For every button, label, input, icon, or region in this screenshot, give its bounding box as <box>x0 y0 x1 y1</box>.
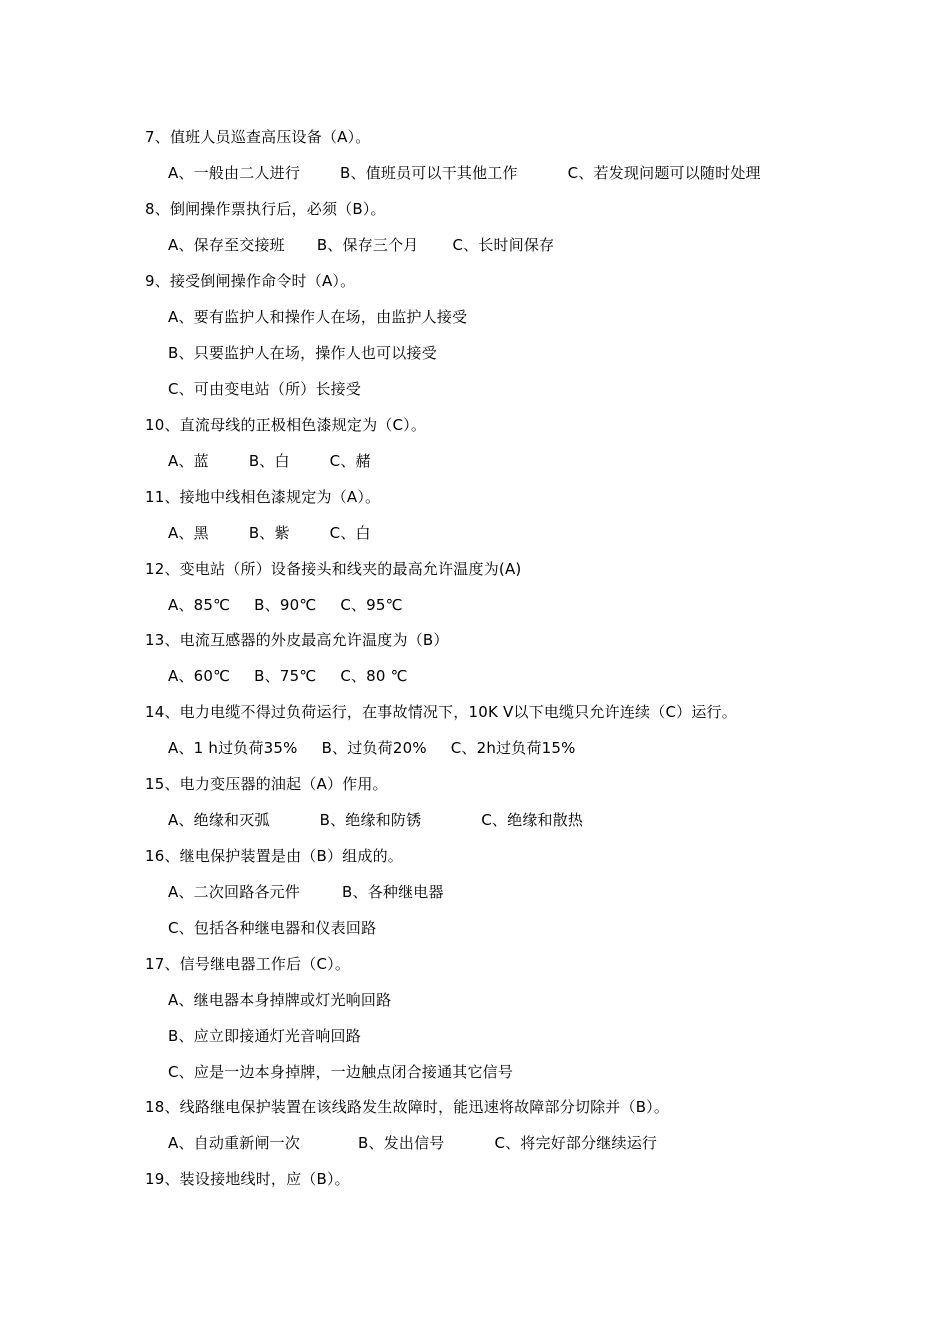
options-13 <box>168 666 408 686</box>
question-13: 13、电流互感器的外皮最高允许温度为（B） <box>145 631 449 649</box>
question-9: 9、接受倒闸操作命令时（A）。 <box>145 272 356 290</box>
option-b: B、90℃ <box>254 596 317 614</box>
options-16 <box>168 882 444 902</box>
option-a: A、1 h过负荷35% <box>168 739 298 757</box>
option-a: A、60℃ <box>168 667 231 685</box>
question-7: 7、值班人员巡查高压设备（A）。 <box>145 128 371 146</box>
option-a: A、黑 <box>168 524 209 542</box>
option-line-9c: C、可由变电站（所）长接受 <box>168 380 362 398</box>
option-c: C、白 <box>329 524 371 542</box>
options-14 <box>168 738 576 758</box>
question-14: 14、电力电缆不得过负荷运行，在事故情况下，10K V以下电缆只允许连续（C）运行。 <box>145 703 737 721</box>
question-18: 18、线路继电保护装置在该线路发生故障时，能迅速将故障部分切除并（B）。 <box>145 1098 670 1116</box>
question-17: 17、信号继电器工作后（C）。 <box>145 955 351 973</box>
option-a: A、自动重新闸一次 <box>168 1134 301 1152</box>
option-a: A、保存至交接班 <box>168 236 285 254</box>
option-c: C、长时间保存 <box>452 236 555 254</box>
option-b: B、保存三个月 <box>316 236 419 254</box>
option-b: B、各种继电器 <box>342 883 444 901</box>
options-15 <box>168 810 583 830</box>
option-b: B、75℃ <box>254 667 317 685</box>
option-c: C、将完好部分继续运行 <box>494 1134 658 1152</box>
question-8: 8、倒闸操作票执行后，必须（B）。 <box>145 200 386 218</box>
options-8 <box>168 235 554 255</box>
option-line-17c: C、应是一边本身掉牌，一边触点闭合接通其它信号 <box>168 1063 514 1081</box>
question-15: 15、电力变压器的油起（A）作用。 <box>145 775 388 793</box>
option-b: B、紫 <box>248 524 290 542</box>
option-b: B、值班员可以干其他工作 <box>340 164 518 182</box>
question-16: 16、继电保护装置是由（B）组成的。 <box>145 847 403 865</box>
option-a: A、85℃ <box>168 596 231 614</box>
question-10: 10、直流母线的正极相色漆规定为（C）。 <box>145 416 427 434</box>
option-a: A、绝缘和灭弧 <box>168 811 270 829</box>
option-c: C、95℃ <box>340 596 403 614</box>
option-line-17b: B、应立即接通灯光音响回路 <box>168 1027 361 1045</box>
option-c: C、若发现问题可以随时处理 <box>567 164 761 182</box>
question-19: 19、装设接地线时，应（B）。 <box>145 1170 350 1188</box>
option-line-9b: B、只要监护人在场，操作人也可以接受 <box>168 344 437 362</box>
option-line-9a: A、要有监护人和操作人在场，由监护人接受 <box>168 308 468 326</box>
option-c: C、赭 <box>329 452 371 470</box>
options-12 <box>168 595 403 615</box>
options-11 <box>168 523 371 543</box>
option-a: A、二次回路各元件 <box>168 883 301 901</box>
option-a: A、蓝 <box>168 452 209 470</box>
option-b: B、过负荷20% <box>321 739 427 757</box>
options-18 <box>168 1133 657 1153</box>
option-b: B、绝缘和防锈 <box>319 811 422 829</box>
option-c: C、2h过负荷15% <box>450 739 576 757</box>
option-line-17a: A、继电器本身掉牌或灯光响回路 <box>168 991 392 1009</box>
option-a: A、一般由二人进行 <box>168 164 301 182</box>
options-10 <box>168 451 371 471</box>
option-c: C、80 ℃ <box>340 667 408 685</box>
option-b: B、白 <box>248 452 290 470</box>
question-11: 11、接地中线相色漆规定为（A）。 <box>145 488 381 506</box>
option-b: B、发出信号 <box>358 1134 445 1152</box>
option-c: C、绝缘和散热 <box>481 811 584 829</box>
question-12: 12、变电站（所）设备接头和线夹的最高允许温度为(A) <box>145 560 522 578</box>
option-line-16c: C、包括各种继电器和仪表回路 <box>168 919 377 937</box>
options-7 <box>168 163 761 183</box>
